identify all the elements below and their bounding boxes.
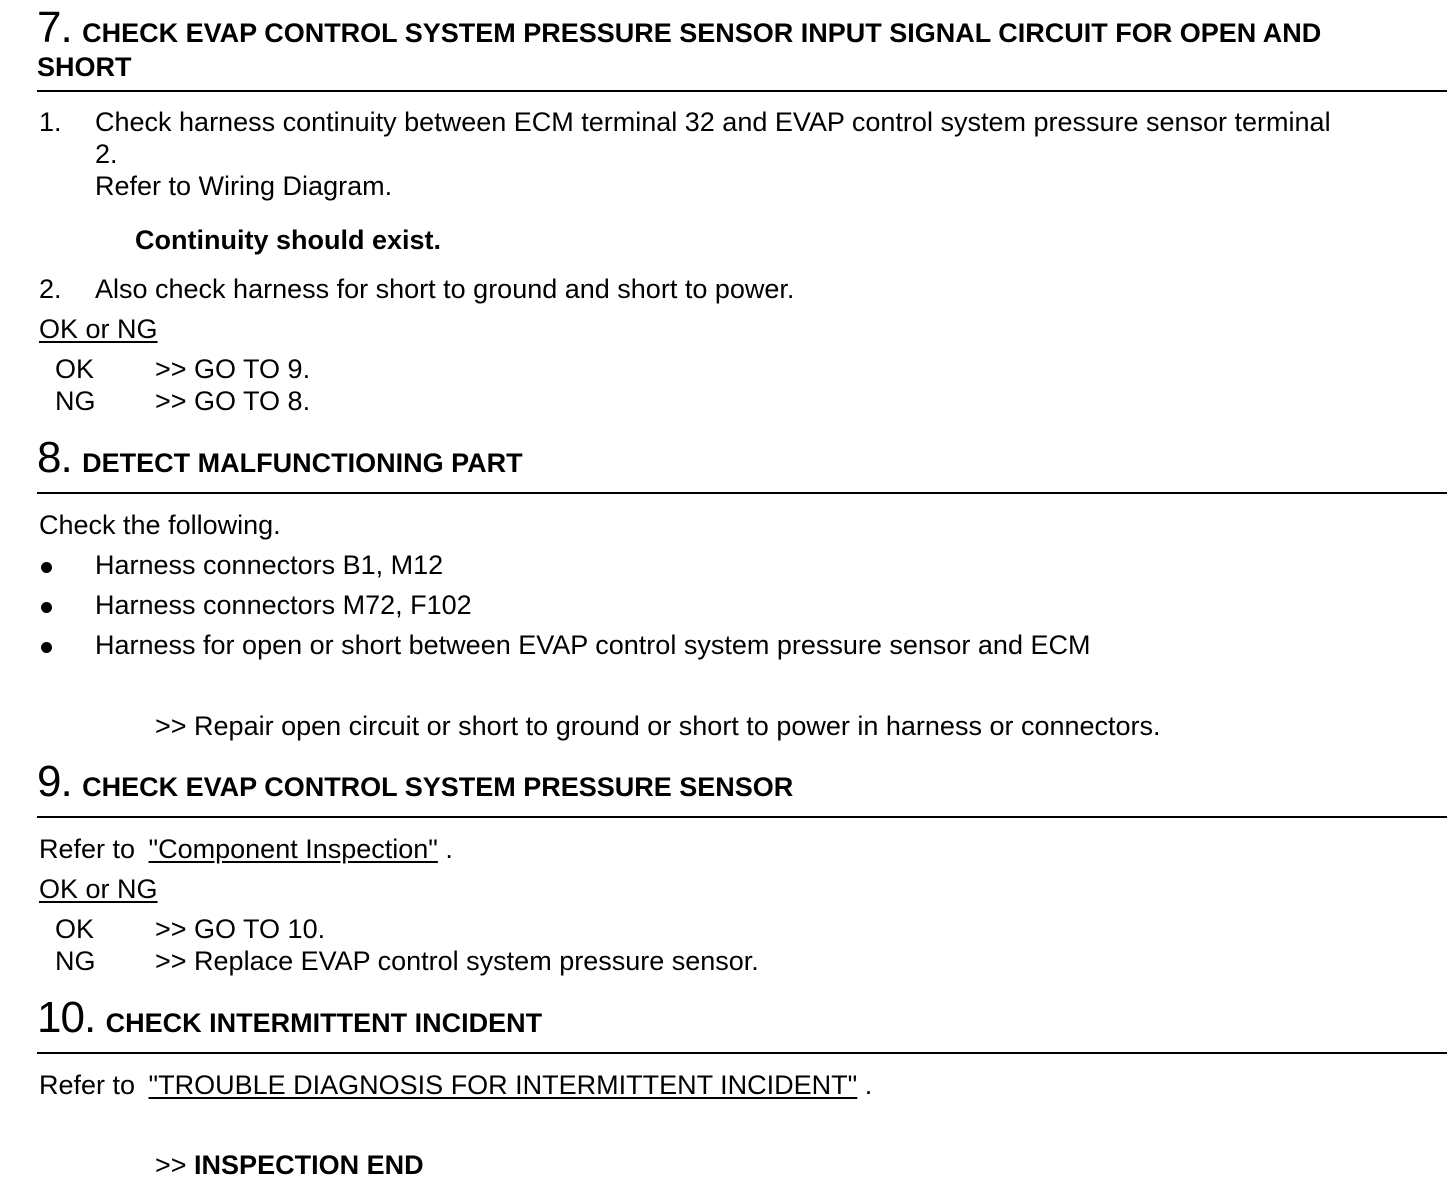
step-9-title: CHECK EVAP CONTROL SYSTEM PRESSURE SENSOR [82,772,794,802]
component-inspection-link[interactable]: "Component Inspection" [148,834,438,864]
step-7-item-2-number: 2. [39,274,62,304]
step-7-item-2-text: Also check harness for short to ground and short to power. [95,274,795,304]
step-7-item-1-line1: Check harness continuity between ECM terminal 32 and EVAP control system pressure sensor terminal [95,107,1331,137]
step-7-ng-label: NG [55,386,96,416]
step-10-end [155,1149,424,1181]
step-7-ok-or-ng: OK or NG [39,314,158,344]
step-7-ng-action: >> GO TO 8. [155,386,311,416]
step-10-number: 10. [37,993,96,1042]
step-9-ng-label: NG [55,946,96,976]
step-7-title-line2: SHORT [37,52,132,82]
step-9-number: 9. [37,757,72,806]
step-7-header [37,0,1447,92]
bullet-icon [41,642,52,653]
step-10-end-prefix: >> [155,1150,195,1180]
step-7-item-1-number: 1. [39,107,62,137]
bullet-icon [41,602,52,613]
step-7-ok-label: OK [55,354,95,384]
step-9-refer-suffix: . [437,834,453,864]
step-8-number: 8. [37,433,72,482]
step-9-ok-or-ng: OK or NG [39,874,158,904]
step-8-bullet-1: Harness connectors B1, M12 [95,550,444,580]
step-7-title-line1: CHECK EVAP CONTROL SYSTEM PRESSURE SENSOR INPUT SIGNAL CIRCUIT FOR OPEN AND [82,18,1322,48]
step-10-refer [39,1069,872,1101]
step-9-refer-prefix: Refer to [39,834,143,864]
step-8-bullet-3: Harness for open or short between EVAP control system pressure sensor and ECM [95,630,1091,660]
intermittent-incident-link[interactable]: "TROUBLE DIAGNOSIS FOR INTERMITTENT INCIDENT" [148,1070,858,1100]
step-7-item-1-line2: 2. [95,139,118,169]
step-7-spec: Continuity should exist. [135,225,442,255]
step-10-refer-suffix: . [857,1070,873,1100]
step-8-title: DETECT MALFUNCTIONING PART [82,448,523,478]
step-9-ok-action: >> GO TO 10. [155,914,326,944]
step-9-refer [39,833,453,865]
step-9-ok-label: OK [55,914,95,944]
bullet-icon [41,562,52,573]
step-10-refer-prefix: Refer to [39,1070,143,1100]
step-7-number: 7. [37,3,72,52]
step-7-item-1-line3: Refer to Wiring Diagram. [95,171,393,201]
step-8-header [37,432,1447,494]
step-10-title: CHECK INTERMITTENT INCIDENT [105,1008,543,1038]
inspection-end: INSPECTION END [194,1150,424,1180]
step-8-action: >> Repair open circuit or short to ground or short to power in harness or connectors. [155,711,1161,741]
step-7-ok-action: >> GO TO 9. [155,354,311,384]
step-9-ng-action: >> Replace EVAP control system pressure sensor. [155,946,759,976]
step-8-intro: Check the following. [39,510,281,540]
step-9-header [37,756,1447,818]
step-10-header [37,992,1447,1054]
step-8-bullet-2: Harness connectors M72, F102 [95,590,472,620]
